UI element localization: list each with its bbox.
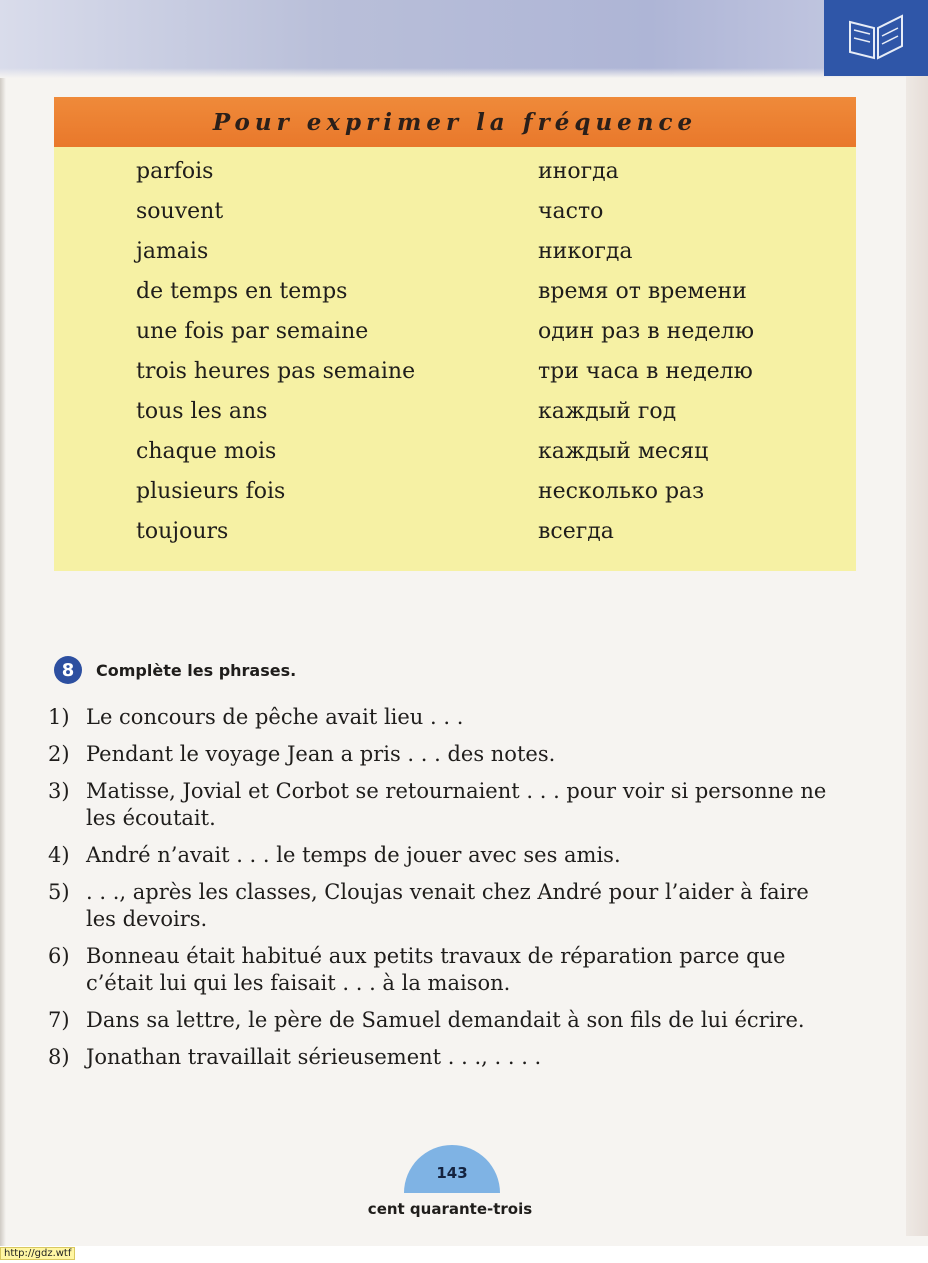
exercise-sentences — [48, 704, 828, 1081]
frequency-row — [54, 275, 856, 315]
frequency-row — [54, 435, 856, 475]
open-book-icon — [844, 8, 908, 64]
top-decor-band — [0, 0, 928, 78]
frequency-row — [54, 515, 856, 555]
frequency-row — [54, 155, 856, 195]
exercise-instruction: Complète les phrases. — [96, 660, 297, 680]
sentence-item — [48, 943, 828, 997]
frequency-russian: каждый год — [538, 399, 677, 424]
frequency-russian: время от времени — [538, 279, 747, 304]
sentence-text: Dans sa lettre, le père de Samuel demandait à son fils de lui écrire. — [86, 1008, 805, 1032]
sentence-text: André n’avait . . . le temps de jouer avec ses amis. — [86, 843, 621, 867]
frequency-russian: каждый месяц — [538, 439, 709, 464]
frequency-russian: никогда — [538, 239, 633, 264]
frequency-french: chaque mois — [136, 439, 277, 464]
footer-strip — [0, 1246, 928, 1263]
frequency-row — [54, 195, 856, 235]
sentence-item — [48, 741, 828, 768]
sentence-number: 4) — [48, 843, 70, 867]
page-right-margin — [906, 76, 928, 1236]
frequency-box — [54, 97, 856, 571]
frequency-french: toujours — [136, 519, 229, 544]
frequency-russian: всегда — [538, 519, 614, 544]
sentence-text: Bonneau était habitué aux petits travaux de réparation parce que c’était lui qui les faisait . . . à la maison. — [86, 944, 786, 995]
sentence-item — [48, 704, 828, 731]
sentence-item — [48, 1007, 828, 1034]
frequency-french: parfois — [136, 159, 214, 184]
section-corner-badge — [824, 0, 928, 76]
frequency-title: Pour exprimer la fréquence — [212, 108, 698, 136]
frequency-french: une fois par semaine — [136, 319, 369, 344]
sentence-number: 5) — [48, 880, 70, 904]
sentence-number: 3) — [48, 779, 70, 803]
sentence-text: Pendant le voyage Jean a pris . . . des notes. — [86, 742, 556, 766]
frequency-row — [54, 475, 856, 515]
sentence-number: 7) — [48, 1008, 70, 1032]
sentence-number: 6) — [48, 944, 70, 968]
sentence-number: 8) — [48, 1045, 70, 1069]
sentence-text: . . ., après les classes, Cloujas venait chez André pour l’aider à faire les devoirs. — [86, 880, 809, 931]
exercise-heading — [54, 656, 296, 684]
source-link[interactable]: http://gdz.wtf — [0, 1247, 75, 1260]
frequency-russian: три часа в неделю — [538, 359, 753, 384]
frequency-russian: часто — [538, 199, 604, 224]
sentence-item — [48, 842, 828, 869]
page-number-tab — [404, 1145, 500, 1193]
frequency-list — [54, 155, 856, 555]
sentence-item — [48, 778, 828, 832]
sentence-text: Matisse, Jovial et Corbot se retournaient . . . pour voir si personne ne les écoutait. — [86, 779, 827, 830]
frequency-french: souvent — [136, 199, 224, 224]
frequency-russian: один раз в неделю — [538, 319, 755, 344]
frequency-russian: несколько раз — [538, 479, 705, 504]
frequency-row — [54, 355, 856, 395]
frequency-header — [54, 97, 856, 147]
frequency-row — [54, 395, 856, 435]
frequency-russian: иногда — [538, 159, 619, 184]
sentence-text: Le concours de pêche avait lieu . . . — [86, 705, 464, 729]
frequency-french: tous les ans — [136, 399, 268, 424]
sentence-item — [48, 1044, 828, 1071]
frequency-french: de temps en temps — [136, 279, 348, 304]
sentence-text: Jonathan travaillait sérieusement . . ., . . . . — [86, 1045, 542, 1069]
exercise-number-badge: 8 — [54, 656, 82, 684]
page-number: 143 — [436, 1164, 468, 1182]
page-edge — [0, 0, 6, 1263]
frequency-french: trois heures pas semaine — [136, 359, 416, 384]
frequency-row — [54, 235, 856, 275]
frequency-french: jamais — [136, 239, 209, 264]
frequency-french: plusieurs fois — [136, 479, 286, 504]
sentence-item — [48, 879, 828, 933]
sentence-number: 2) — [48, 742, 70, 766]
page-number-words: cent quarante-trois — [367, 1200, 533, 1218]
frequency-row — [54, 315, 856, 355]
sentence-number: 1) — [48, 705, 70, 729]
